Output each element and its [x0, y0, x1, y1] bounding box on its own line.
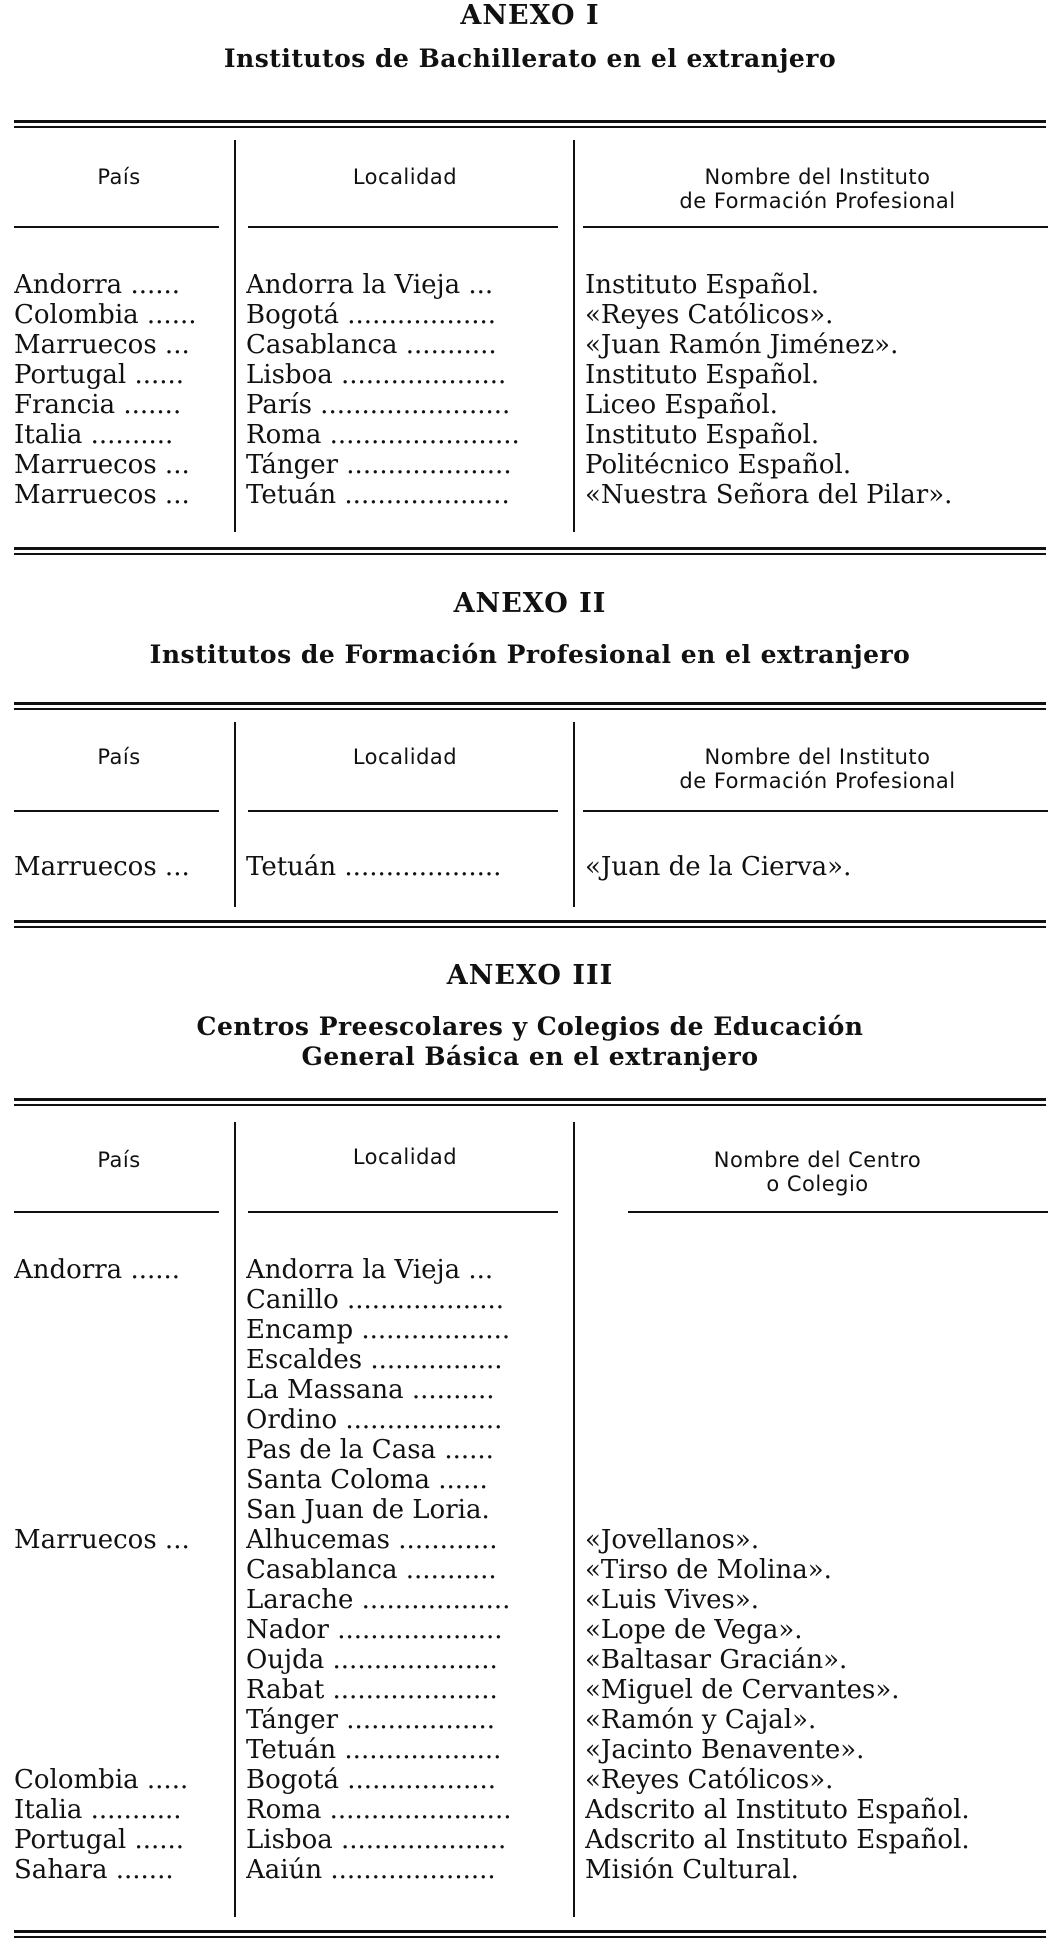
- header-localidad: Localidad: [352, 745, 458, 769]
- table-row: [0, 1405, 1060, 1435]
- cell-localidad: Casablanca ...........: [246, 330, 497, 360]
- table-row: [0, 1285, 1060, 1315]
- table-row: [0, 360, 1060, 390]
- table-row: [0, 1555, 1060, 1585]
- cell-localidad: Tánger ..................: [246, 1705, 496, 1735]
- cell-localidad: Aaiún ....................: [246, 1855, 496, 1885]
- annex-title: ANEXO I: [460, 0, 600, 31]
- cell-nombre: «Ramón y Cajal».: [585, 1705, 817, 1735]
- cell-nombre: Instituto Español.: [585, 270, 820, 300]
- cell-pais: Portugal ......: [14, 360, 185, 390]
- cell-nombre: «Juan Ramón Jiménez».: [585, 330, 899, 360]
- table-body: [0, 270, 1060, 510]
- cell-localidad: La Massana ..........: [246, 1375, 495, 1405]
- table-row: [0, 1765, 1060, 1795]
- table-body: [0, 852, 1060, 882]
- header-rule: [14, 1211, 219, 1213]
- header-localidad: Localidad: [352, 165, 458, 189]
- annex-subtitle: Centros Preescolares y Colegios de Educación General Básica en el extranjero: [196, 1012, 864, 1071]
- cell-pais: Marruecos ...: [14, 480, 190, 510]
- cell-localidad: Tetuán ...................: [246, 852, 502, 882]
- table-row: [0, 480, 1060, 510]
- table-row: [0, 420, 1060, 450]
- table-row: [0, 1705, 1060, 1735]
- cell-localidad: Andorra la Vieja ...: [246, 270, 494, 300]
- cell-pais: Marruecos ...: [14, 330, 190, 360]
- header-nombre: Nombre del Centro o Colegio: [713, 1148, 922, 1196]
- header-rule: [583, 810, 1048, 812]
- header-nombre: Nombre del Instituto de Formación Profesional: [679, 165, 956, 213]
- cell-localidad: Casablanca ...........: [246, 1555, 497, 1585]
- cell-localidad: Encamp ..................: [246, 1315, 511, 1345]
- annex-title: ANEXO II: [453, 588, 607, 619]
- cell-localidad: Bogotá ..................: [246, 300, 497, 330]
- cell-nombre: «Nuestra Señora del Pilar».: [585, 480, 953, 510]
- table-bottom-rule: [14, 920, 1046, 928]
- cell-nombre: Misión Cultural.: [585, 1855, 799, 1885]
- cell-pais: Portugal ......: [14, 1825, 185, 1855]
- cell-localidad: Nador ....................: [246, 1615, 503, 1645]
- cell-nombre: «Juan de la Cierva».: [585, 852, 852, 882]
- table-row: [0, 390, 1060, 420]
- table-row: [0, 1825, 1060, 1855]
- cell-pais: Italia ...........: [14, 1795, 182, 1825]
- cell-pais: Francia .......: [14, 390, 182, 420]
- table-row: [0, 1795, 1060, 1825]
- header-nombre: Nombre del Instituto de Formación Profesional: [679, 745, 956, 793]
- table-row: [0, 300, 1060, 330]
- table-row: [0, 1675, 1060, 1705]
- header-rule: [628, 1211, 1048, 1213]
- cell-localidad: Canillo ...................: [246, 1285, 505, 1315]
- cell-pais: Marruecos ...: [14, 1525, 190, 1555]
- header-pais: País: [97, 745, 141, 769]
- cell-localidad: Lisboa ....................: [246, 360, 507, 390]
- cell-localidad: París .......................: [246, 390, 511, 420]
- table-row: [0, 450, 1060, 480]
- cell-localidad: Tetuán ....................: [246, 480, 510, 510]
- cell-localidad: Roma .......................: [246, 420, 520, 450]
- cell-nombre: Adscrito al Instituto Español.: [585, 1795, 970, 1825]
- cell-nombre: Politécnico Español.: [585, 450, 852, 480]
- table-row: [0, 1855, 1060, 1885]
- header-rule: [14, 226, 219, 228]
- table-row: [0, 1615, 1060, 1645]
- cell-pais: Marruecos ...: [14, 852, 190, 882]
- cell-pais: Colombia ......: [14, 300, 197, 330]
- cell-localidad: Tánger ....................: [246, 450, 512, 480]
- cell-nombre: «Luis Vives».: [585, 1585, 760, 1615]
- table-row: [0, 1315, 1060, 1345]
- table-row: [0, 852, 1060, 882]
- cell-localidad: Bogotá ..................: [246, 1765, 497, 1795]
- table-row: [0, 270, 1060, 300]
- cell-nombre: Adscrito al Instituto Español.: [585, 1825, 970, 1855]
- header-rule: [248, 1211, 558, 1213]
- table-row: [0, 1255, 1060, 1285]
- table-top-rule: [14, 1098, 1046, 1106]
- header-rule: [583, 226, 1048, 228]
- cell-localidad: Tetuán ...................: [246, 1735, 502, 1765]
- cell-localidad: Oujda ....................: [246, 1645, 498, 1675]
- table-row: [0, 1735, 1060, 1765]
- table-top-rule: [14, 702, 1046, 710]
- annex-subtitle: Institutos de Bachillerato en el extranjero: [223, 44, 837, 73]
- cell-localidad: Andorra la Vieja ...: [246, 1255, 494, 1285]
- table-row: [0, 1585, 1060, 1615]
- cell-pais: Sahara .......: [14, 1855, 174, 1885]
- cell-localidad: San Juan de Loria.: [246, 1495, 490, 1525]
- cell-nombre: Instituto Español.: [585, 420, 820, 450]
- cell-localidad: Rabat ....................: [246, 1675, 498, 1705]
- header-pais: País: [97, 1148, 141, 1172]
- cell-pais: Andorra ......: [14, 270, 181, 300]
- table-row: [0, 330, 1060, 360]
- header-rule: [14, 810, 219, 812]
- cell-localidad: Santa Coloma ......: [246, 1465, 488, 1495]
- cell-nombre: «Tirso de Molina».: [585, 1555, 832, 1585]
- table-row: [0, 1345, 1060, 1375]
- cell-localidad: Lisboa ....................: [246, 1825, 507, 1855]
- table-row: [0, 1375, 1060, 1405]
- table-body: [0, 1255, 1060, 1885]
- table-row: [0, 1525, 1060, 1555]
- cell-nombre: Instituto Español.: [585, 360, 820, 390]
- table-top-rule: [14, 120, 1046, 128]
- cell-localidad: Roma ......................: [246, 1795, 512, 1825]
- header-rule: [248, 810, 558, 812]
- cell-pais: Colombia .....: [14, 1765, 189, 1795]
- cell-pais: Marruecos ...: [14, 450, 190, 480]
- table-bottom-rule: [14, 547, 1046, 555]
- table-row: [0, 1645, 1060, 1675]
- cell-localidad: Pas de la Casa ......: [246, 1435, 494, 1465]
- cell-nombre: «Lope de Vega».: [585, 1615, 803, 1645]
- cell-localidad: Alhucemas ............: [246, 1525, 498, 1555]
- cell-localidad: Larache ..................: [246, 1585, 511, 1615]
- cell-pais: Italia ..........: [14, 420, 174, 450]
- cell-pais: Andorra ......: [14, 1255, 181, 1285]
- annex-title: ANEXO III: [446, 960, 614, 991]
- table-row: [0, 1495, 1060, 1525]
- annex-subtitle: Institutos de Formación Profesional en el extranjero: [149, 640, 911, 669]
- cell-nombre: «Miguel de Cervantes».: [585, 1675, 900, 1705]
- table-row: [0, 1435, 1060, 1465]
- header-rule: [248, 226, 558, 228]
- table-bottom-rule: [14, 1930, 1046, 1938]
- cell-nombre: «Jacinto Benavente».: [585, 1735, 865, 1765]
- cell-nombre: «Baltasar Gracián».: [585, 1645, 848, 1675]
- header-localidad: Localidad: [352, 1145, 458, 1169]
- cell-localidad: Escaldes ................: [246, 1345, 503, 1375]
- cell-nombre: «Reyes Católicos».: [585, 300, 834, 330]
- cell-localidad: Ordino ...................: [246, 1405, 503, 1435]
- cell-nombre: «Jovellanos».: [585, 1525, 760, 1555]
- cell-nombre: Liceo Español.: [585, 390, 778, 420]
- cell-nombre: «Reyes Católicos».: [585, 1765, 834, 1795]
- table-row: [0, 1465, 1060, 1495]
- header-pais: País: [97, 165, 141, 189]
